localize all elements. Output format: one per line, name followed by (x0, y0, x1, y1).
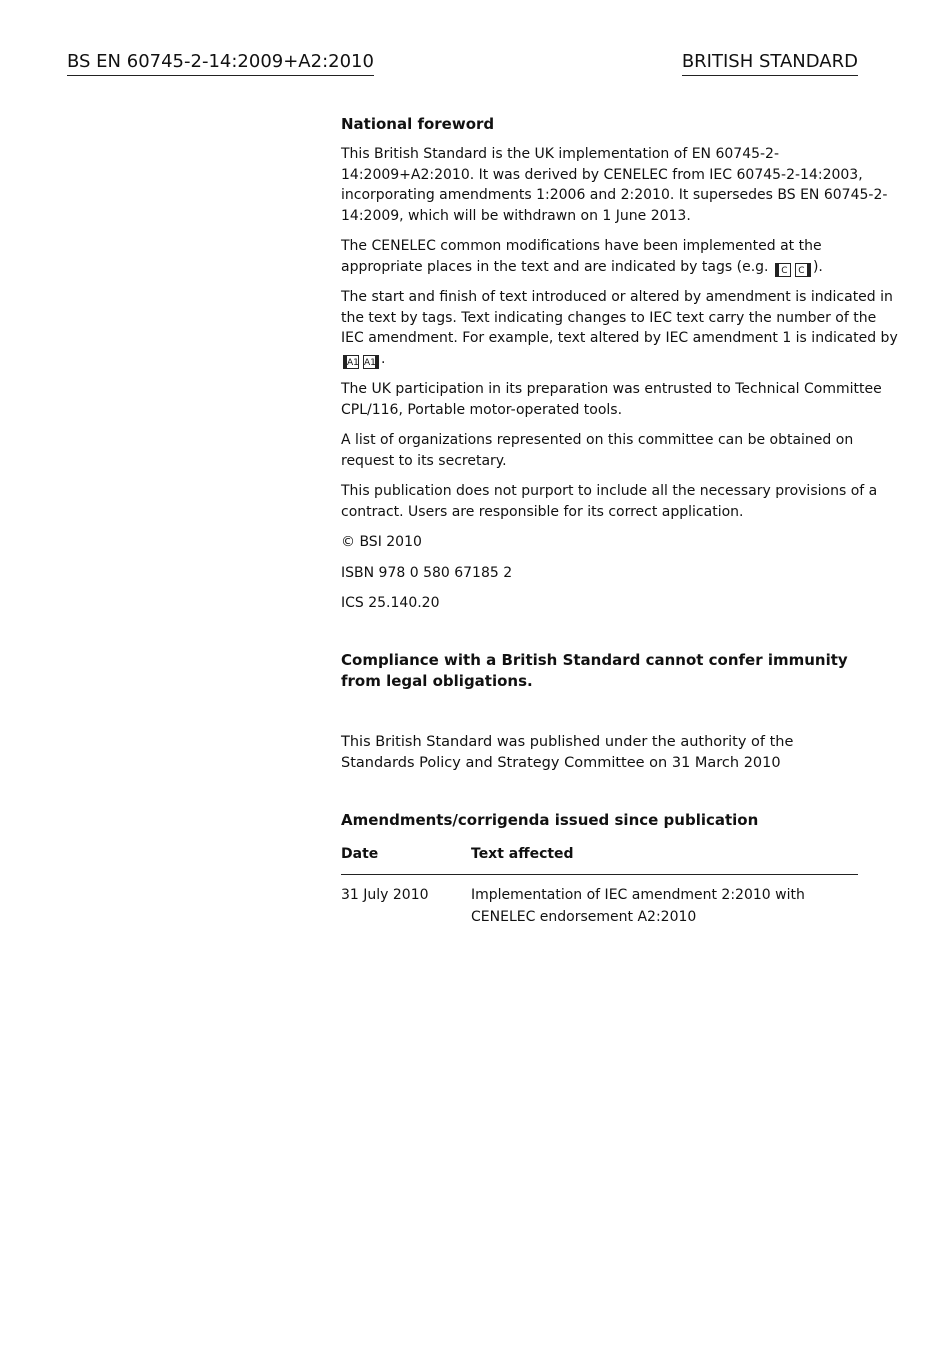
authority-statement: This British Standard was published under the authority of the Standards Policy and Strategy Committee on 31 March 2010 (341, 733, 794, 771)
table-row (341, 875, 858, 929)
column-header-date: Date (341, 842, 471, 875)
foreword-para-6: This publication does not purport to include all the necessary provisions of a contract. Users are responsible for its correct application. (341, 483, 878, 520)
tag-c-close-icon: C (795, 263, 811, 277)
tag-c-open-icon: C (775, 263, 791, 277)
foreword-para-3-end: . (381, 350, 386, 367)
amendment-text: Implementation of IEC amendment 2:2010 with CENELEC endorsement A2:2010 (471, 887, 805, 925)
foreword-para-4: The UK participation in its preparation was entrusted to Technical Committee CPL/116, Portable motor-operated tools. (341, 381, 882, 418)
table-header-row (341, 842, 858, 875)
foreword-para-5: A list of organizations represented on this committee can be obtained on request to its secretary. (341, 432, 854, 469)
document-id: BS EN 60745-2-14:2009+A2:2010 (67, 50, 374, 76)
foreword-para-2-end: ). (812, 258, 823, 275)
column-header-text-affected: Text affected (471, 842, 858, 875)
isbn: ISBN 978 0 580 67185 2 (341, 564, 513, 581)
tag-a1-close-icon: A1 (363, 355, 379, 369)
main-content (341, 114, 901, 928)
foreword-title: National foreword (341, 115, 495, 133)
foreword-para-3-text: The start and finish of text introduced or altered by amendment is indicated in the text by tags. Text indicating changes to IEC text carry the number of the IEC amendment. For example, text altered by IEC amendment 1 is indicated by (341, 289, 898, 346)
ics: ICS 25.140.20 (341, 595, 440, 611)
copyright: © BSI 2010 (341, 534, 422, 550)
foreword-para-2 (341, 236, 901, 277)
foreword-para-2-text: The CENELEC common modifications have been implemented at the appropriate places in the text and are indicated by tags (e.g. (341, 238, 822, 275)
standard-series: BRITISH STANDARD (682, 50, 858, 76)
foreword-para-3 (341, 287, 901, 369)
amendments-title: Amendments/corrigenda issued since publication (341, 810, 759, 829)
foreword-para-1: This British Standard is the UK implementation of EN 60745-2-14:2009+A2:2010. It was derived by CENELEC from IEC 60745-2-14:2003, incorporating amendments 1:2006 and 2:2010. It supersedes BS EN 60745-2-14:2009, which will be withdrawn on 1 June 2013. (341, 146, 888, 224)
tag-a1-open-icon: A1 (343, 355, 359, 369)
amendment-date: 31 July 2010 (341, 887, 429, 903)
compliance-statement: Compliance with a British Standard cannot confer immunity from legal obligations. (341, 650, 848, 690)
amendments-table (341, 842, 858, 929)
